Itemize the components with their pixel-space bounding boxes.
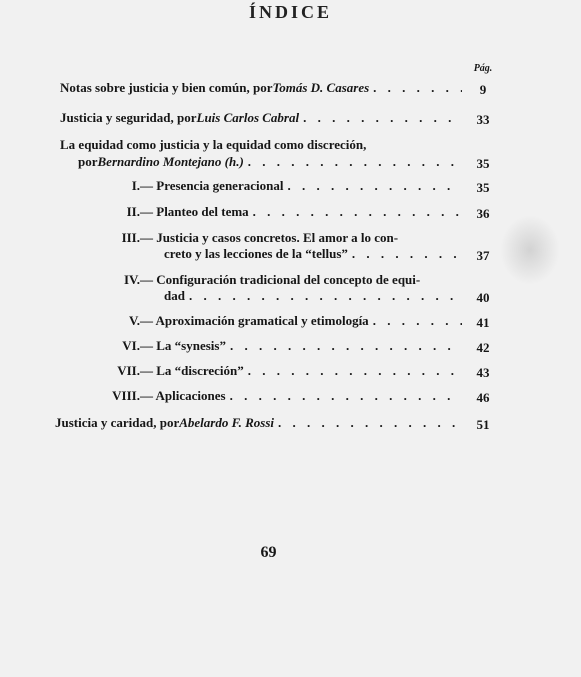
leader-dots: [230, 338, 462, 354]
subentry-numeral: V.: [129, 313, 140, 328]
subentry-numeral: VII.: [117, 363, 140, 378]
entry-author: Bernardino Montejano (h.): [97, 154, 244, 169]
subentry-text: — Aproximación gramatical y etimología: [140, 313, 369, 328]
entry-page-number: 51: [476, 417, 490, 432]
subentry-numeral: VI.: [122, 338, 140, 353]
toc-entry: [55, 415, 462, 431]
leader-dots: [248, 154, 462, 170]
toc-subentry: [106, 178, 462, 194]
entry-text: por: [78, 154, 98, 169]
subentry-page-number: 40: [476, 290, 490, 305]
subentry-numeral: III.: [121, 230, 140, 245]
leader-dots: [278, 415, 462, 431]
leader-dots: [248, 363, 462, 379]
subentry-numeral: VIII.: [112, 388, 140, 403]
page-title: ÍNDICE: [248, 2, 332, 22]
toc-entry: [60, 80, 462, 96]
subentry-page-number: 36: [476, 206, 490, 221]
toc-subentry: [164, 288, 462, 304]
toc-entry: [78, 154, 462, 170]
page-smudge: [500, 215, 560, 285]
leader-dots: [303, 110, 462, 126]
entry-author: Abelardo F. Rossi: [179, 415, 274, 430]
subentry-text: creto y las lecciones de la “tellus”: [164, 246, 348, 261]
toc-subentry: [106, 388, 462, 404]
leader-dots: [373, 313, 462, 329]
entry-page-number: 33: [476, 112, 490, 127]
entry-text: Justicia y caridad, por: [55, 415, 180, 430]
subentry-text: — La “synesis”: [140, 338, 226, 353]
leader-dots: [189, 288, 462, 304]
leader-dots: [230, 388, 462, 404]
toc-subentry-line: [106, 272, 466, 288]
entry-author: Tomás D. Casares: [272, 80, 370, 95]
subentry-page-number: 35: [476, 180, 490, 195]
subentry-text: — Planteo del tema: [140, 204, 249, 219]
leader-dots: [287, 178, 462, 194]
toc-subentry: [106, 313, 462, 329]
toc-subentry: [106, 338, 462, 354]
leader-dots: [352, 246, 462, 262]
toc-subentry: [106, 363, 462, 379]
subentry-numeral: II.: [126, 204, 140, 219]
subentry-page-number: 37: [476, 248, 490, 263]
toc-subentry: [106, 204, 462, 220]
subentry-text: — Configuración tradicional del concepto de equi-: [140, 272, 421, 287]
subentry-page-number: 41: [476, 315, 490, 330]
entry-page-number: 35: [476, 156, 490, 171]
entry-text: Notas sobre justicia y bien común, por: [60, 80, 273, 95]
subentry-page-number: 46: [476, 390, 490, 405]
toc-subentry: [164, 246, 462, 262]
subentry-numeral: IV.: [123, 272, 140, 287]
subentry-text: dad: [164, 288, 185, 303]
subentry-page-number: 43: [476, 365, 490, 380]
subentry-text: — Justicia y casos concretos. El amor a lo con-: [140, 230, 399, 245]
subentry-text: — La “discreción”: [140, 363, 244, 378]
leader-dots: [253, 204, 462, 220]
subentry-text: — Presencia generacional: [140, 178, 284, 193]
toc-entry: [60, 110, 462, 126]
entry-author: Luis Carlos Cabral: [196, 110, 300, 125]
subentry-numeral: I.: [131, 178, 140, 193]
subentry-page-number: 42: [476, 340, 490, 355]
leader-dots: [373, 80, 462, 96]
toc-subentry-line: [106, 230, 466, 246]
page-column-header: Pág.: [473, 63, 493, 74]
entry-text: Justicia y seguridad, por: [60, 110, 197, 125]
toc-entry-line: La equidad como justicia y la equidad como discreción,: [60, 137, 367, 152]
folio-page-number: 69: [260, 544, 277, 561]
entry-page-number: 9: [479, 82, 487, 97]
subentry-text: — Aplicaciones: [140, 388, 226, 403]
